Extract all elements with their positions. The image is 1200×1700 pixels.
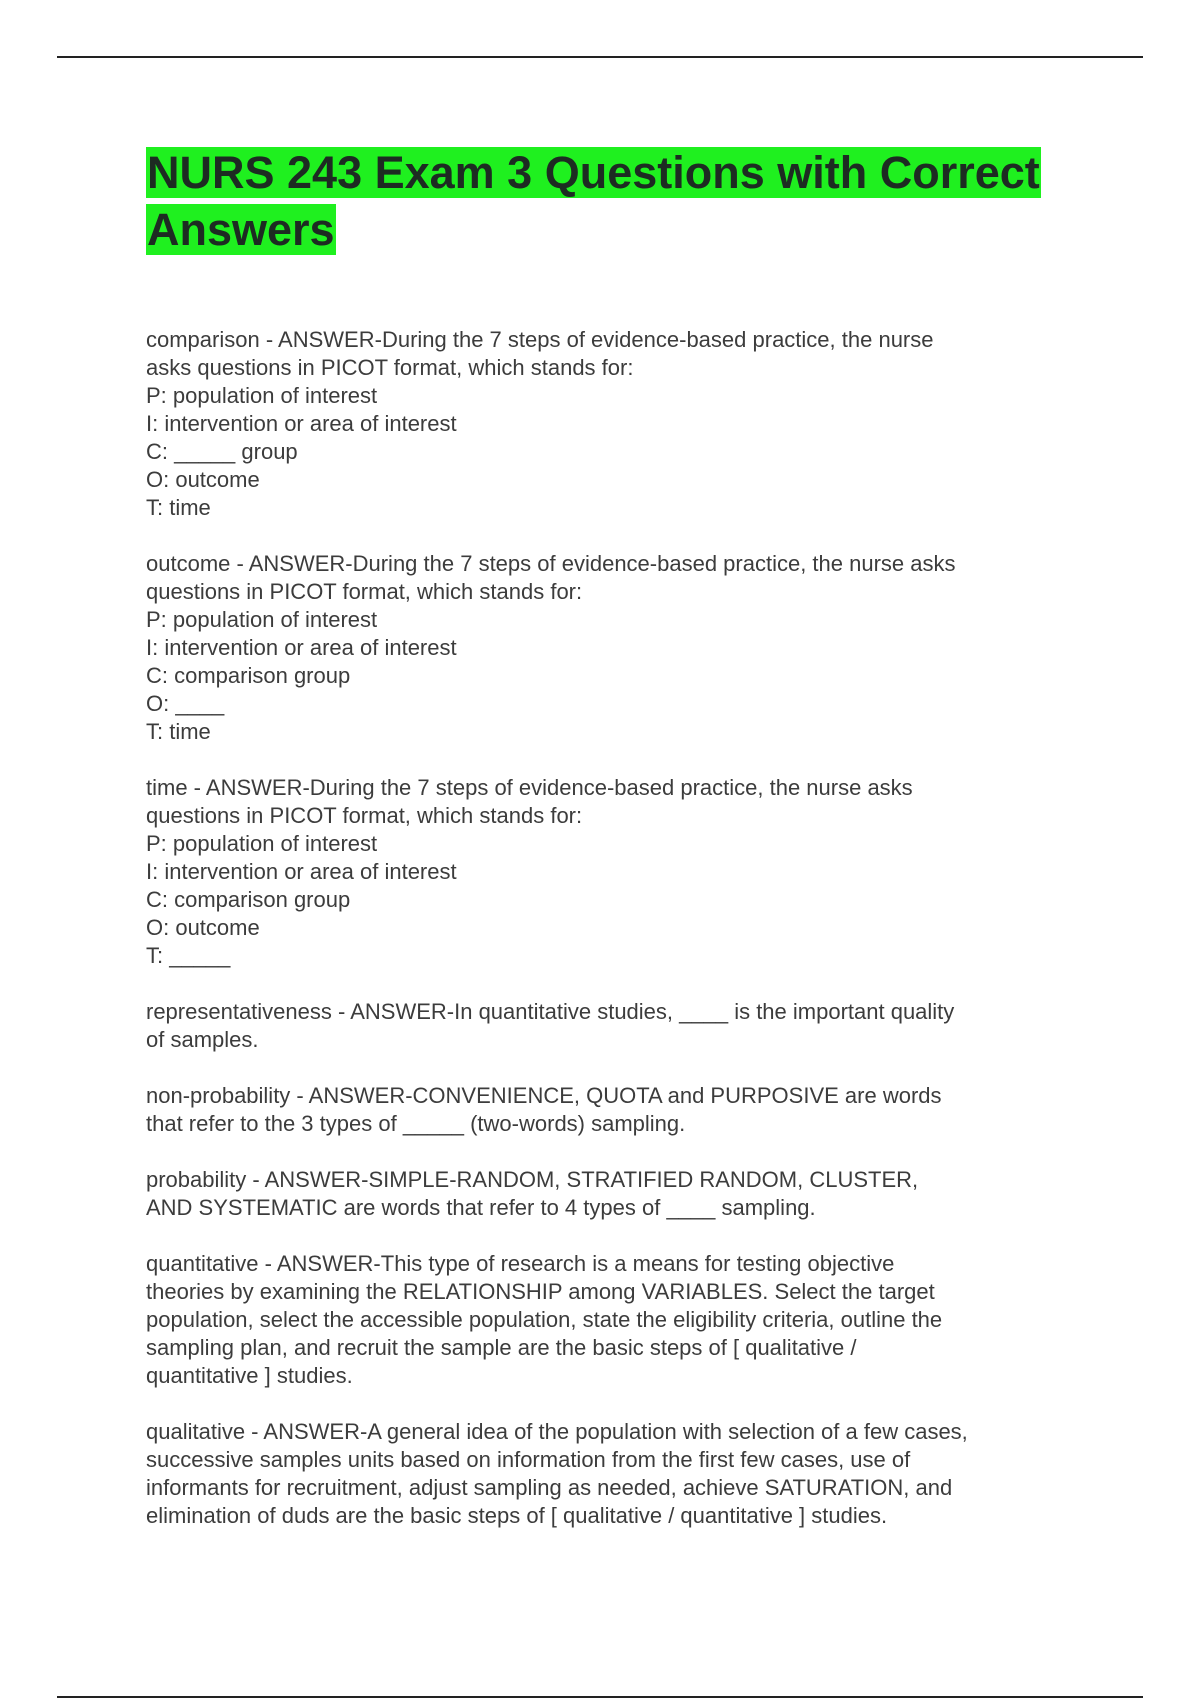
qa-entry-non-probability: non-probability - ANSWER-CONVENIENCE, QUOTA and PURPOSIVE are words that refer to the 3 types of _____ (two-words) sampling. bbox=[146, 1083, 942, 1136]
footer-rule bbox=[57, 1696, 1143, 1698]
document-title-text: NURS 243 Exam 3 Questions with Correct Answers bbox=[147, 147, 1040, 255]
qa-entry-time: time - ANSWER-During the 7 steps of evidence-based practice, the nurse asks questions in PICOT format, which stands for: P: population of interest I: intervention or area of interest C: comparison group O: outcome T: _____ bbox=[146, 775, 913, 968]
qa-entry-outcome: outcome - ANSWER-During the 7 steps of evidence-based practice, the nurse asks questions in PICOT format, which stands for: P: population of interest I: intervention or area of interest C: comparison group O: ____ T: time bbox=[146, 551, 956, 744]
header-rule bbox=[57, 56, 1143, 58]
qa-entry-representativeness: representativeness - ANSWER-In quantitative studies, ____ is the important quality of samples. bbox=[146, 999, 955, 1052]
qa-entry-comparison: comparison - ANSWER-During the 7 steps of evidence-based practice, the nurse asks questions in PICOT format, which stands for: P: population of interest I: intervention or area of interest C: _____ group O: outcome T: time bbox=[146, 327, 934, 520]
qa-entry-probability: probability - ANSWER-SIMPLE-RANDOM, STRATIFIED RANDOM, CLUSTER, AND SYSTEMATIC are words that refer to 4 types of ____ sampling. bbox=[146, 1167, 919, 1220]
qa-list bbox=[146, 326, 1076, 1530]
document-body bbox=[146, 144, 1076, 1558]
document-title bbox=[146, 144, 1076, 258]
qa-entry-qualitative: qualitative - ANSWER-A general idea of the population with selection of a few cases, successive samples units based on information from the first few cases, use of informants for recruitment, adjust sampling as needed, achieve SATURATION, and elimination of duds are the basic steps of [ qualitative / quantitative ] studies. bbox=[146, 1419, 968, 1528]
qa-entry-quantitative: quantitative - ANSWER-This type of research is a means for testing objective theories by examining the RELATIONSHIP among VARIABLES. Select the target population, select the accessible population, state the eligibility criteria, outline the sampling plan, and recruit the sample are the basic steps of [ qualitative / quantitative ] studies. bbox=[146, 1251, 943, 1388]
